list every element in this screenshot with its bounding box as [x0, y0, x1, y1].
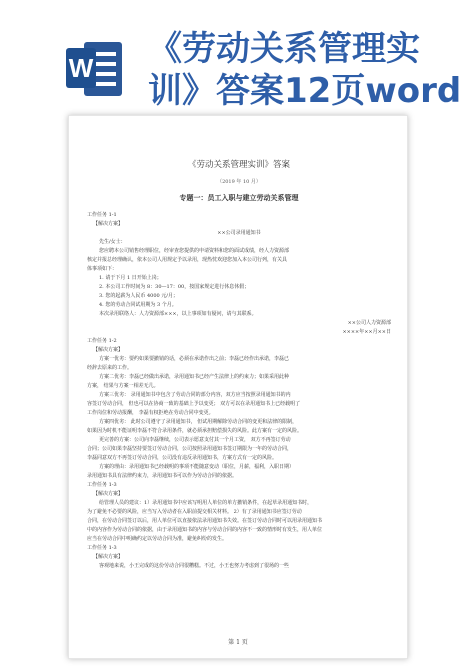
document-title: 《劳动关系管理实训》答案	[187, 160, 290, 170]
text-line: 合同，在劳动合同签订以后，用人单位可以直接依法录用通知书失效。在签订劳动合同时可以用录用通知书	[87, 518, 323, 524]
text-line: 先生/女士：	[99, 239, 126, 245]
text-line: 您应聘本公司销售经理职位，经审查您提供的申请资料和您的面试成绩，经人力资源部	[99, 248, 290, 254]
text-line: 给管理人员的建议：1）录用通知书中应该写明用人单位的单方撤销条件，在起草录用通知书时，	[99, 500, 313, 506]
text-line: 为了避免不必要的风险，应当写入劳动者在入职前提交相关材料。 2）有了录用通知书应签订劳动	[87, 509, 302, 515]
text-line: 方案二优劣：李磊已经做出承诺，录用通知书已经产生法律上的约束力；如果采用此种	[99, 374, 290, 380]
word-icon-letter: W	[66, 48, 96, 88]
document-content	[87, 158, 391, 571]
text-line: 应当在劳动合同中明确约定以劳动合同为准，避免纠纷的发生。	[87, 536, 228, 542]
text-line: 合同；公司如果李磊坚持要签订劳动合同，公司按照录用通知书签订期限为一年的劳动合同，	[87, 446, 293, 452]
banner-title	[148, 28, 468, 112]
text-line: 容签订劳动合同， 但也可以在协商一致的基础上予以变更； 双方可以在录用通知书上已经载明了	[87, 401, 301, 407]
banner-title-line-2: 训》答案12页word	[148, 71, 462, 111]
text-line: 如果因为时机不能证明李磊不符合录用条件，就必须承担赔偿损失的风险。此方案有一定的风险。	[87, 428, 303, 434]
text-line: 4. 您的劳动合同试用期为 3 个月。	[99, 302, 177, 308]
text-line: 工作任务 1-2	[87, 338, 117, 344]
text-line: 经辞去原来的工作。	[87, 365, 133, 371]
page-number: 第 1 页	[228, 639, 248, 646]
text-line: 核定并报总经理确认，依本公司人用规定予以录用，现热忱欢迎您加入本公司行列，有关具	[87, 257, 288, 263]
text-line: 中的内容作为劳动合同的依据，由于录用通知书的内容与劳动合同的内容不一致的情形时有发生，用人单位	[87, 527, 323, 533]
title-banner	[0, 0, 474, 110]
text-line: 李磊同意双方不再签订劳动合同，公司没有违反录用通知书，方案方式有一定的风险。	[87, 455, 278, 461]
text-line: 工作任务 1-1	[87, 212, 117, 218]
text-line: 工作岗位和劳动报酬， 李磊有权拒绝在劳动合同中变更。	[87, 410, 214, 416]
text-line: 本次录用联络人：人力资源部×××，以上事项如有疑问，请与其联系。	[99, 311, 257, 317]
text-line: 方案一优劣：要约如果要撤销的话，必须在承诺作出之前；李磊已经作出承诺，李磊已	[99, 356, 290, 362]
banner-title-line-1: 《劳动关系管理实	[148, 29, 420, 69]
text-line: 1. 请于下月 1 日开始上岗；	[99, 275, 162, 281]
document-body	[87, 211, 391, 571]
word-document-icon	[66, 40, 124, 100]
text-line: 【解决方案】	[93, 221, 124, 227]
text-line: 【解决方案】	[93, 491, 124, 497]
text-line: 体事项如下：	[87, 266, 118, 272]
text-line: 方案的理由：录用通知书已经载明的事项不能随意变动（职位，月薪，福利，入职日期）	[99, 464, 295, 470]
text-line: 方案， 结果与方案一相差无几。	[87, 383, 159, 389]
text-line: 客观地来说，小王完成的这份劳动合同很糟糕。不过，小王也努力考虑到了很场的一些	[99, 563, 290, 569]
text-line: 方案三优劣： 录用通知书中包含了劳动合同的部分内容，双方应当按照录用通知书的内	[99, 392, 291, 398]
section-title: 专题一：员工入职与建立劳动关系管理	[179, 193, 299, 202]
text-line: 更完善的方案：公司向李磊继续，公司表示愿意支付其一个月工资， 双方不再签订劳动	[99, 437, 291, 443]
text-line: 方案四优劣： 此时公司遵守了录用通知书， 但试用期解除劳动合同的变更和法律的限制，	[99, 419, 298, 425]
text-line: 工作任务 1-3	[87, 545, 117, 551]
text-line: 【解决方案】	[93, 554, 124, 560]
text-line: ××公司人力资源部	[347, 320, 391, 326]
text-line: 【解决方案】	[93, 347, 124, 353]
text-line: ××公司录用通知书	[217, 230, 261, 236]
document-page	[68, 115, 408, 659]
text-line: ××××年××月××日	[342, 329, 391, 335]
document-date: （2019 年 10 月）	[217, 179, 261, 185]
text-line: 录用通知书具有法律约束力，录用通知书可以作为劳动合同的依据。	[87, 473, 238, 479]
text-line: 2. 本公司工作时间为 8：30—17：00，按国家规定进行休息休假；	[99, 284, 250, 290]
text-line: 3. 您的起薪为人民币 4000 元/月；	[99, 293, 178, 299]
text-line: 工作任务 1-3	[87, 482, 117, 488]
